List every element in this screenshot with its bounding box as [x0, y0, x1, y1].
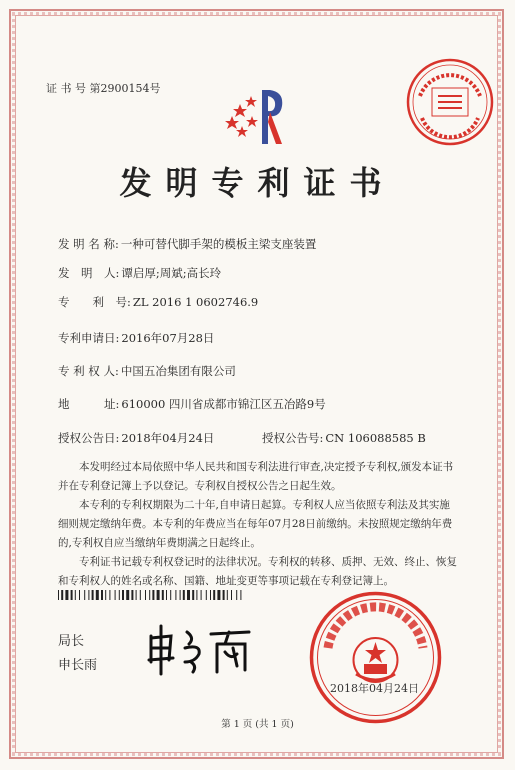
grant-date-field — [58, 430, 214, 446]
patentee-value: 中国五冶集团有限公司 — [120, 364, 236, 378]
inventor-value: 谭启厚;周斌;高长玲 — [121, 266, 222, 280]
grant-date-value: 2018年04月24日 — [121, 431, 215, 445]
paragraph-grant: 本发明经过本局依照中华人民共和国专利法进行审查,决定授予专利权,颁发本证书并在专利登记簿上予以登记。专利权自授权公告之日起生效。 — [58, 461, 454, 492]
director-signature-icon — [145, 618, 265, 678]
patentee-label: 专 利 权 人: — [58, 364, 119, 378]
inventor-label: 发 明 人: — [58, 266, 120, 280]
national-ip-office-seal-icon — [308, 590, 443, 725]
address-value: 610000 四川省成都市锦江区五冶路9号 — [121, 397, 326, 411]
invention-name-field — [58, 236, 316, 252]
inventor-field — [58, 265, 221, 281]
sipo-logo-icon — [218, 82, 298, 152]
paragraph-legal-status: 专利证书记载专利权登记时的法律状况。专利权的转移、质押、无效、终止、恢复和专利权人的姓名或名称、国籍、地址变更等事项记载在专利登记簿上。 — [58, 556, 457, 587]
address-label: 地 址: — [58, 397, 120, 411]
filing-date-field — [58, 330, 214, 346]
invention-name-value: 一种可替代脚手架的模板主梁支座装置 — [120, 237, 317, 251]
invention-name-label: 发 明 名 称: — [58, 237, 119, 251]
page-footer: 第 1 页 (共 1 页) — [221, 719, 294, 730]
grant-number-field — [262, 430, 426, 446]
filing-date-value: 2016年07月28日 — [121, 331, 215, 345]
filing-date-label: 专利申请日: — [58, 331, 120, 345]
address-field — [58, 396, 326, 412]
patent-number-field — [58, 294, 258, 310]
director-title: 局长 — [58, 634, 85, 649]
agency-seal-icon — [404, 56, 496, 148]
grant-number-value: CN 106088585 B — [325, 431, 426, 445]
certificate-number: 证 书 号 第2900154号 — [46, 82, 161, 95]
certificate-body — [58, 458, 458, 591]
patent-number-label: 专 利 号: — [58, 295, 131, 309]
paragraph-term: 本专利的专利权期限为二十年,自申请日起算。专利权人应当依照专利法及其实施细则规定缴纳年费。本专利的年费应当在每年07月28日前缴纳。未按照规定缴纳年费的,专利权自应当缴纳年费期满之日起终止。 — [58, 499, 453, 549]
director-name: 申长雨 — [58, 658, 98, 673]
page-title: 发明专利证书 — [119, 164, 396, 202]
patentee-field — [58, 363, 236, 379]
barcode-icon — [58, 590, 243, 600]
grant-date-label: 授权公告日: — [58, 431, 120, 445]
grant-number-label: 授权公告号: — [262, 431, 324, 445]
seal-date: 2018年04月24日 — [330, 682, 419, 695]
patent-number-value: ZL 2016 1 0602746.9 — [132, 295, 259, 309]
